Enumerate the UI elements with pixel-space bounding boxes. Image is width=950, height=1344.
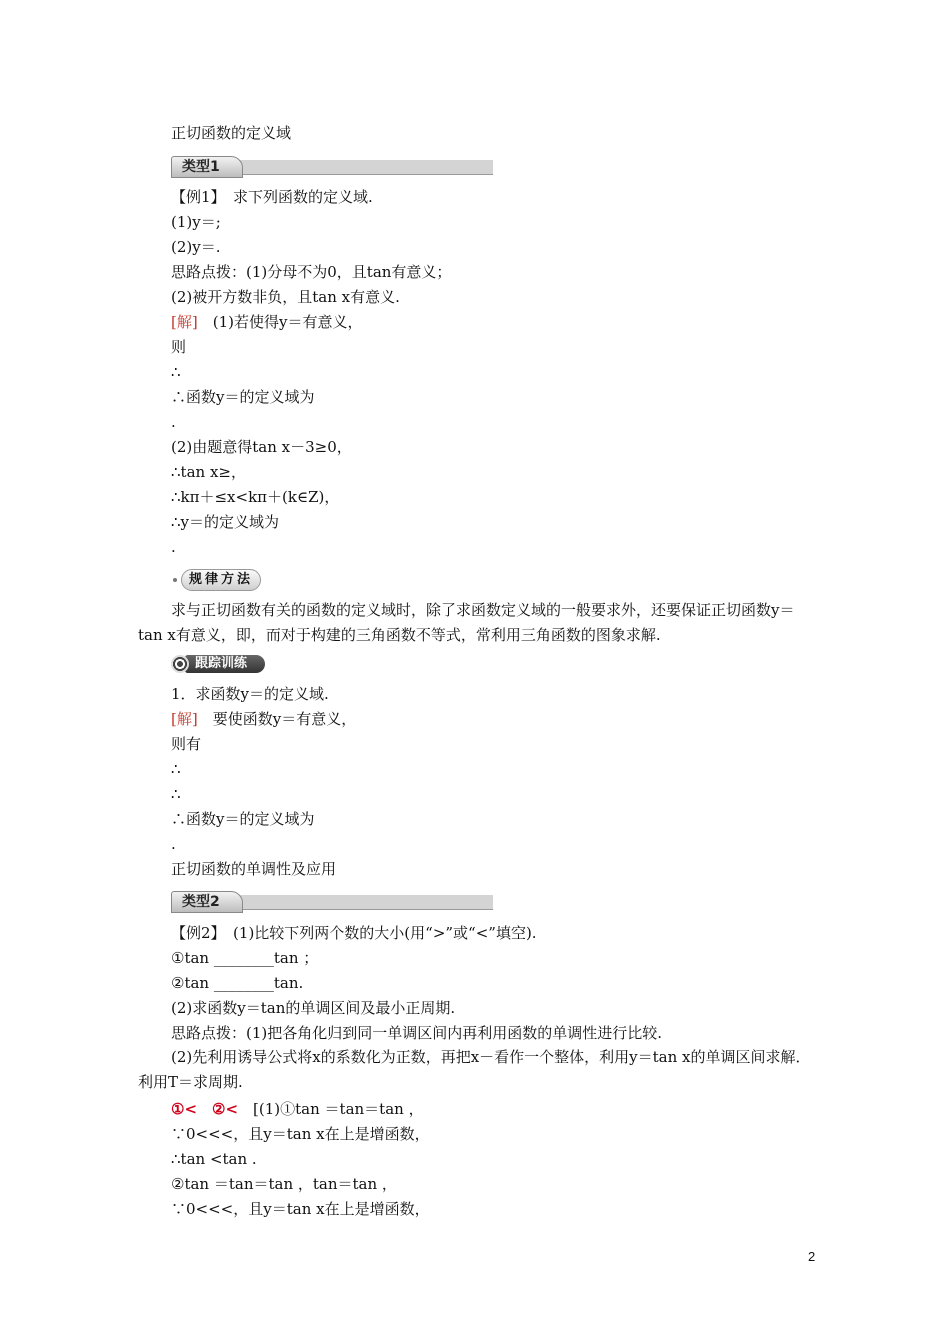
solution-line: ∴ bbox=[171, 760, 181, 778]
solution-line: ∴kπ＋≤x<kπ＋(k∈Z)， bbox=[171, 488, 340, 506]
section-heading: 正切函数的单调性及应用 bbox=[171, 860, 337, 878]
solution-line bbox=[171, 709, 356, 729]
solution-text: 要使函数y＝有意义， bbox=[197, 710, 357, 728]
solution-line: . bbox=[171, 538, 176, 556]
hint-line: 思路点拨：(1)分母不为0，且tan有意义； bbox=[171, 263, 452, 281]
solution-line bbox=[171, 312, 362, 332]
solution-line: ∴函数y＝的定义域为 bbox=[171, 810, 315, 828]
method-paragraph: 求与正切函数有关的函数的定义域时，除了求函数定义域的一般要求外，还要保证正切函数y＝tan x有意义，即，而对于构建的三角函数不等式，常利用三角函数的图象求解. bbox=[138, 601, 795, 644]
solution-line: . bbox=[171, 413, 176, 431]
answer-key: ①< ②< bbox=[171, 1100, 239, 1118]
question-a: ①tan ________tan ； bbox=[171, 949, 319, 967]
solution-line: ∵0<<<，且y＝tan x在上是增函数， bbox=[171, 1200, 430, 1218]
solution-line: ∵0<<<，且y＝tan x在上是增函数， bbox=[171, 1125, 430, 1143]
hint-line: 思路点拨：(1)把各角化归到同一单调区间内再利用函数的单调性进行比较. bbox=[171, 1024, 663, 1042]
solution-line: ∴y＝的定义域为 bbox=[171, 513, 280, 531]
follow-label: 跟踪训练 bbox=[185, 655, 265, 673]
type-banner bbox=[171, 156, 493, 176]
section-heading: 正切函数的定义域 bbox=[171, 124, 292, 142]
question-c: (2)求函数y＝tan的单调区间及最小正周期. bbox=[171, 999, 456, 1017]
banner-tab: 类型2 bbox=[171, 891, 243, 913]
solution-tag: [解] bbox=[171, 313, 198, 331]
solution-line: ∴tan x≥， bbox=[171, 463, 246, 481]
solution-tag: [解] bbox=[171, 710, 198, 728]
target-icon bbox=[171, 655, 189, 673]
type-banner bbox=[171, 891, 493, 911]
page-number: 2 bbox=[808, 1249, 816, 1264]
solution-text: (1)若使得y＝有意义， bbox=[197, 313, 363, 331]
solution-line: 则 bbox=[171, 338, 187, 356]
solution-line: ∴tan <tan . bbox=[171, 1150, 257, 1168]
solution-line: ②tan ＝tan＝tan ，tan＝tan ， bbox=[171, 1175, 397, 1193]
solution-line: ∴ bbox=[171, 785, 181, 803]
solution-line: 则有 bbox=[171, 735, 202, 753]
hint-paragraph: (2)先利用诱导公式将x的系数化为正数，再把x－看作一个整体，利用y＝tan x的单调区间求解．利用T＝求周期. bbox=[138, 1048, 811, 1091]
badge-dot bbox=[173, 578, 177, 582]
question-2: (2)y＝. bbox=[171, 238, 221, 256]
method-label: 规律方法 bbox=[181, 569, 261, 591]
solution-line: ∴函数y＝的定义域为 bbox=[171, 388, 315, 406]
answer-line bbox=[171, 1099, 424, 1119]
question-1: (1)y＝; bbox=[171, 213, 221, 231]
banner-tab: 类型1 bbox=[171, 156, 243, 178]
question-b: ②tan ________tan. bbox=[171, 974, 304, 992]
solution-line: (2)由题意得tan x－3≥0， bbox=[171, 438, 352, 456]
training-question: 1．求函数y＝的定义域. bbox=[171, 685, 329, 703]
example-title: 【例2】 (1)比较下列两个数的大小(用“>”或“<”填空). bbox=[171, 924, 537, 942]
method-badge bbox=[171, 569, 261, 591]
answer-text: [(1)①tan ＝tan＝tan ， bbox=[238, 1100, 424, 1118]
hint-line: (2)被开方数非负，且tan x有意义. bbox=[171, 288, 400, 306]
solution-line: ∴ bbox=[171, 363, 181, 381]
solution-line: . bbox=[171, 835, 176, 853]
example-title: 【例1】 求下列函数的定义域. bbox=[171, 188, 373, 206]
follow-badge bbox=[171, 654, 271, 676]
